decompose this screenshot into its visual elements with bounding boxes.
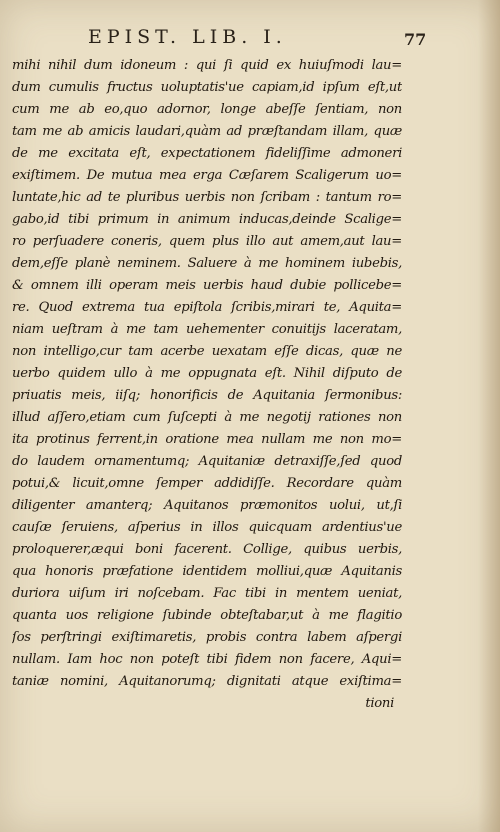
text-line-11: & omnem illi operam meis uerbis haud dubie pollicebe= [12,278,402,293]
text-line-1: mihi nihil dum idoneum : qui ſi quid ex huiuſmodi lau= [12,58,402,73]
running-head: EPIST. LIB. I. [88,26,287,48]
text-line-18: ita protinus ferrent,in oratione mea nullam me non mo= [12,432,402,447]
text-line-26: quanta uos religione ſubinde obteſtabar,ut à me flagitio [12,608,402,623]
text-line-29: taniæ nomini, Aquitanorumq; dignitati atque exiſtima= [12,674,402,689]
text-line-21: diligenter amanterq; Aquitanos præmonitos uolui, ut,ſi [12,498,402,513]
text-line-16: priuatis meis, iiſq; honorificis de Aquitania ſermonibus: [12,388,402,403]
text-line-17: illud aſſero,etiam cum ſuſcepti à me negotij rationes non [12,410,402,425]
text-line-5: de me excitata eſt, expectationem fideliſſime admoneri [12,146,402,161]
text-line-27: ſos perſtringi exiſtimaretis, probis contra labem aſpergi [12,630,402,645]
page-edge-shadow [478,0,500,832]
text-line-3: cum me ab eo,quo adornor, longe abeſſe ſentiam, non [12,102,402,117]
text-line-23: proloquerer,æqui boni facerent. Collige, quibus uerbis, [12,542,402,557]
text-line-8: gabo,id tibi primum in animum inducas,deinde Scalige= [12,212,402,227]
body-text [12,55,402,715]
text-line-13: niam ueſtram à me tam uehementer conuitijs laceratam, [12,322,402,337]
text-line-24: qua honoris præfatione identidem molliui,quæ Aquitanis [12,564,402,579]
text-line-15: uerbo quidem ullo à me oppugnata eſt. Nihil diſputo de [12,366,402,381]
text-line-6: exiſtimem. De mutua mea erga Cæſarem Scaligerum uo= [12,168,402,183]
text-line-20: potui,& licuit,omne ſemper addidiſſe. Recordare quàm [12,476,402,491]
text-line-14: non intelligo,cur tam acerbe uexatam eſſe dicas, quæ ne [12,344,402,359]
text-line-22: cauſæ ſeruiens, aſperius in illos quicquam ardentius'ue [12,520,402,535]
text-line-25: duriora uiſum iri noſcebam. Fac tibi in mentem ueniat, [12,586,402,601]
text-line-7: luntate,hic ad te pluribus uerbis non ſcribam : tantum ro= [12,190,402,205]
text-line-10: dem,eſſe planè neminem. Saluere à me hominem iubebis, [12,256,402,271]
text-line-12: re. Quod extrema tua epiſtola ſcribis,mirari te, Aquita= [12,300,402,315]
page-header [0,26,500,52]
text-line-19: do laudem ornamentumq; Aquitaniæ detraxiſſe,ſed quod [12,454,402,469]
text-line-4: tam me ab amicis laudari,quàm ad præſtandam illam, quæ [12,124,402,139]
text-line-30: tioni [365,696,394,711]
page-number: 77 [404,30,427,49]
text-line-2: dum cumulis fructus uoluptatis'ue capiam,id ipſum eſt,ut [12,80,402,95]
text-line-9: ro perſuadere coneris, quem plus illo aut amem,aut lau= [12,234,402,249]
text-line-28: nullam. Iam hoc non poteſt tibi fidem non facere, Aqui= [12,652,402,667]
